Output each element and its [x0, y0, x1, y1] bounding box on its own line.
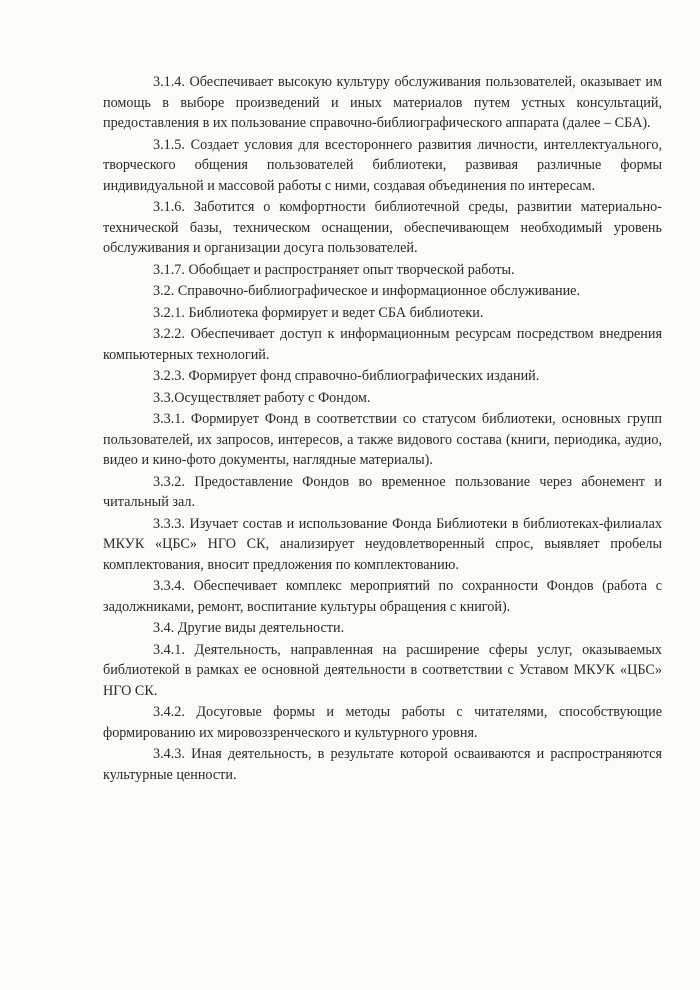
paragraph-3-4-2: 3.4.2. Досуговые формы и методы работы с читателями, способствующие формированию их мировоззренческого и культурного уровня. — [103, 704, 662, 741]
paragraph-3-3: 3.3.Осуществляет работу с Фондом. — [153, 389, 371, 406]
paragraph-3-3-4: 3.3.4. Обеспечивает комплекс мероприятий по сохранности Фондов (работа с задолжниками, ремонт, воспитание культуры обращения с книгой). — [103, 578, 662, 615]
paragraph-3-1-5: 3.1.5. Создает условия для всестороннего развития личности, интеллектуального, творческого общения пользователей библиотеки, развивая различные формы индивидуальной и массовой работы с ними, создавая объединения по интересам. — [103, 136, 662, 194]
paragraph-3-3-1: 3.3.1. Формирует Фонд в соответствии со статусом библиотеки, основных групп пользователей, их запросов, интересов, а также видового состава (книги, периодика, аудио, видео и кино-фото документы, наглядные материалы). — [103, 411, 662, 468]
paragraph-3-4-3: 3.4.3. Иная деятельность, в результате которой осваиваются и распространяются культурные ценности. — [103, 746, 662, 783]
paragraph-3-2-3: 3.2.3. Формирует фонд справочно-библиографических изданий. — [153, 368, 540, 384]
paragraph-3-2: 3.2. Справочно-библиографическое и информационное обслуживание. — [153, 283, 581, 299]
paragraph-3-3-3: 3.3.3. Изучает состав и использование Фонда Библиотеки в библиотеках-филиалах МКУК «ЦБС» НГО СК, анализирует неудовлетворенный спрос, выявляет пробелы комплектования, вносит предложения по комплектованию. — [103, 515, 662, 573]
paragraph-3-1-6: 3.1.6. Заботится о комфортности библиотечной среды, развитии материально-технической базы, техническом оснащении, обеспечивающем необходимый уровень обслуживания и организации досуга пользователей. — [103, 199, 662, 256]
paragraph-3-1-4: 3.1.4. Обеспечивает высокую культуру обслуживания пользователей, оказывает им помощь в выборе произведений и иных материалов путем устных консультаций, предоставления в их пользование справочно-библиографического аппарата (далее – СБА). — [103, 74, 662, 131]
paragraph-3-3-2: 3.3.2. Предоставление Фондов во временное пользование через абонемент и читальный зал. — [103, 473, 662, 510]
paragraph-3-4: 3.4. Другие виды деятельности. — [153, 620, 345, 636]
paragraph-3-2-2: 3.2.2. Обеспечивает доступ к информационным ресурсам посредством внедрения компьютерных технологий. — [103, 326, 662, 363]
paragraph-3-4-1: 3.4.1. Деятельность, направленная на расширение сферы услуг, оказываемых библиотекой в рамках ее основной деятельности в соответствии с Уставом МКУК «ЦБС» НГО СК. — [103, 641, 662, 699]
paragraph-3-2-1: 3.2.1. Библиотека формирует и ведет СБА библиотеки. — [153, 304, 484, 321]
paragraph-3-1-7: 3.1.7. Обобщает и распространяет опыт творческой работы. — [153, 261, 515, 278]
